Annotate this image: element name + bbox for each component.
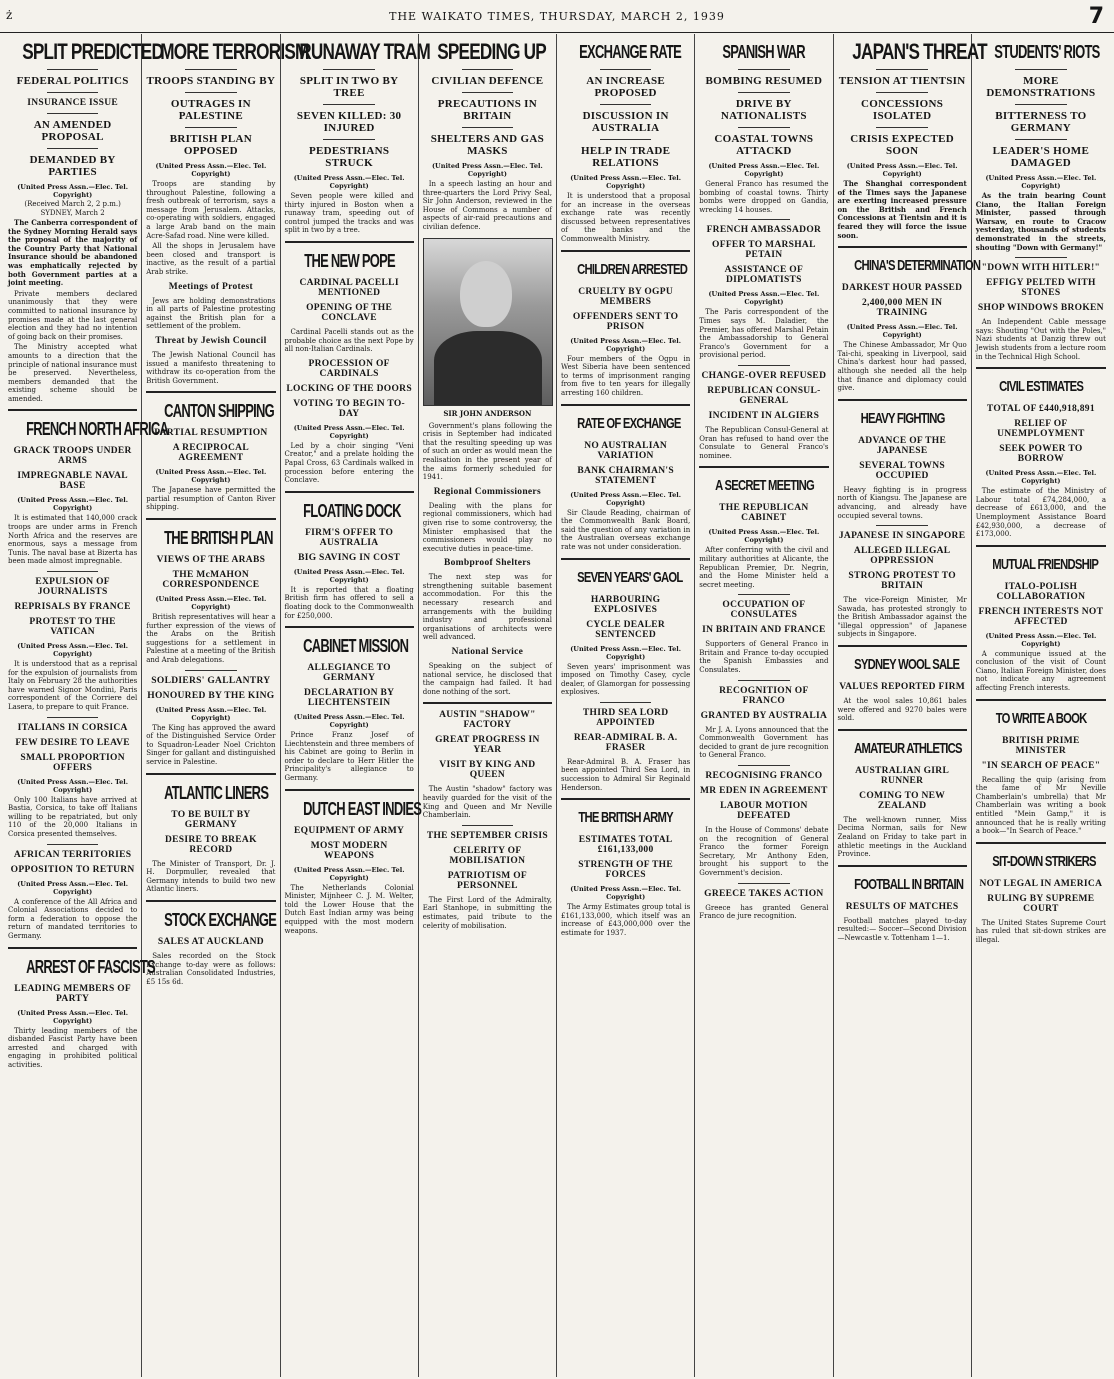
headline: SIT-DOWN STRIKERS — [992, 852, 1096, 870]
article-text: Only 100 Italians have arrived at Bastia, Corsica, to take off Italians willing to be repatriated, but only 110 of the 20,000 Italians in Corsica presented themselves. — [8, 795, 138, 838]
article-text: The Canberra correspondent of the Sydney Morning Herald says the proposal of the majority of the Country Party that National Insurance should be abandoned was emphatically rejected by both Government parties at a joint meeting. — [8, 218, 138, 288]
credit-line: (United Press Assn.—Elec. Tel. Copyright) — [17, 183, 129, 199]
credit-line: (United Press Assn.—Elec. Tel. Copyright) — [570, 174, 682, 190]
subheading: ESTIMATES TOTAL £161,133,000 — [578, 835, 673, 856]
subheading: TROOPS STANDING BY — [146, 75, 276, 87]
subheading: Threat by Jewish Council — [155, 335, 267, 346]
subheading: SPLIT IN TWO BY TREE — [299, 75, 399, 99]
headline: JAPAN'S THREAT — [851, 39, 987, 64]
credit-line: (United Press Assn.—Elec. Tel. Copyright) — [293, 423, 405, 440]
subheading: RECOGNITION OF FRANCO — [719, 685, 809, 706]
article-text: The Japanese have permitted the partial resumption of Canton River shipping. — [146, 486, 276, 512]
article-text: It is understood that as a reprisal for the expulsion of journalists from Italy on February 28 the authorities have warned Signor Mondini, Paris correspondent of the Corriere del Lasera, to prepare to quit France. — [8, 660, 138, 711]
article-text: At the wool sales 10,861 bales were offered and 9270 bales were sold. — [837, 697, 967, 723]
subheading: FRENCH INTERESTS NOT AFFECTED — [978, 606, 1104, 627]
headline: FOOTBALL IN BRITAIN — [853, 875, 963, 893]
article-text: British representatives will hear a further expression of the views of the Arabs on the British suggestions for a settlement in Palestine at a meeting of the British and Arab delegations. — [146, 613, 276, 665]
article-text: The King has approved the award of the Distinguished Service Order to Squadron-Leader Noel Crichton Singer for gallant and distinguished service in Palestine. — [146, 723, 276, 766]
article-text: Recalling the quip (arising from the fame of Mr Neville Chamberlain's umbrella) that Mr Chamberlain was writing a book entitled "Mein Gamp," it is announced that he is really writing a book—"In Search of Peace." — [975, 775, 1106, 836]
credit-line: (United Press Assn.—Elec. Tel. Copyright) — [846, 162, 958, 178]
article-text: The estimate of the Ministry of Labour total £74,284,000, a decrease of £613,000, and the Unemployment Assistance Board £42,930,000, a decrease of £173,000. — [975, 487, 1106, 539]
headline: EXCHANGE RATE — [579, 42, 682, 62]
article-text: The vice-Foreign Minister, Mr Sawada, has protested strongly to the British Ambassador against the "illegal oppression" of Japanese subjects in Singapore. — [837, 596, 967, 639]
subheading: GRACK TROOPS UNDER ARMS — [13, 446, 132, 467]
subheading: AN AMENDED PROPOSAL — [33, 119, 112, 143]
article-text: The Republican Consul-General at Oran has refused to hand over the Consulate to General Franco's nominee. — [699, 425, 829, 460]
headline: CHILDREN ARRESTED — [577, 260, 688, 278]
subheading: TOTAL OF £440,918,891 — [986, 404, 1095, 415]
credit-line: (United Press Assn.—Elec. Tel. Copyright) — [293, 713, 405, 730]
subheading: EQUIPMENT OF ARMY — [294, 825, 405, 836]
subheading: PROCESSION OF CARDINALS — [308, 358, 390, 379]
headline: CIVIL ESTIMATES — [998, 378, 1083, 396]
subheading: LEADER'S HOME DAMAGED — [992, 145, 1090, 169]
credit-line: (United Press Assn.—Elec. Tel. Copyright) — [431, 162, 543, 178]
headline: CANTON SHIPPING — [164, 401, 275, 422]
subheading: Bombproof Shelters — [443, 558, 531, 569]
article-text: Mr J. A. Lyons announced that the Commonwealth Government has decided to grant de jure recognition to General Franco. — [699, 725, 829, 760]
headline: MORE TERRORISM — [160, 39, 309, 64]
credit-line: (United Press Assn.—Elec. Tel. Copyright) — [293, 174, 405, 190]
credit-line: (United Press Assn.—Elec. Tel. Copyright) — [570, 644, 682, 661]
credit-line: (United Press Assn.—Elec. Tel. Copyright) — [708, 290, 820, 307]
subheading: SHOP WINDOWS BROKEN — [977, 303, 1104, 314]
article-text: Prince Franz Josef of Liechtenstein and three members of his Cabinet are going to Berlin in order to declare to Herr Hitler the Principality's allegiance to Germany. — [284, 731, 414, 783]
subheading: FRENCH AMBASSADOR — [706, 225, 822, 236]
credit-line: (United Press Assn.—Elec. Tel. Copyright) — [155, 705, 267, 722]
credit-line: (United Press Assn.—Elec. Tel. Copyright) — [17, 777, 129, 794]
subheading: HONOURED BY THE KING — [147, 690, 275, 701]
subheading: BRITISH PRIME MINISTER — [1002, 735, 1080, 756]
subheading: RULING BY SUPREME COURT — [987, 893, 1095, 914]
subheading: DESIRE TO BREAK RECORD — [164, 834, 257, 855]
article-text: Government's plans following the crisis in September had indicated that the resulting speeding up was of such an order as would mean the realisation in the present year of the aims formerly scheduled for 1941. — [422, 421, 552, 482]
subheading: OFFER TO MARSHAL PETAIN — [712, 240, 816, 261]
headline: ARREST OF FASCISTS — [26, 956, 155, 977]
column-5 — [557, 34, 695, 1377]
article-text: Football matches played to-day resulted:— Soccer—Second Division—Newcastle v. Tottenham 1—1. — [837, 916, 967, 942]
article-text: In the House of Commons' debate on the recognition of General Franco the former Foreign Secretary, Mr Anthony Eden, brought his support to the Government's decision. — [699, 826, 829, 877]
column-2 — [142, 34, 309, 1377]
subheading: DRIVE BY NATIONALISTS — [720, 98, 807, 122]
headline: DUTCH EAST INDIES — [302, 798, 421, 819]
subheading: PRECAUTIONS IN BRITAIN — [437, 98, 537, 122]
subheading: PATRIOTISM OF PERSONNEL — [447, 870, 528, 891]
article-text: The Paris correspondent of the Times says M. Daladier, the Premier, has offered Marshal Petain the Ambassadorship to General Franco's Government for a provisional period. — [699, 308, 829, 360]
subheading: AFRICAN TERRITORIES — [13, 849, 132, 860]
subheading: OPPOSITION TO RETURN — [10, 864, 135, 875]
headline: THE NEW POPE — [303, 250, 395, 271]
column-1 — [4, 34, 169, 1377]
credit-line: (United Press Assn.—Elec. Tel. Copyright) — [708, 528, 820, 545]
article-text: Led by a choir singing "Veni Creator," and a prelate holding the Papal Cross, 63 Cardinals walked in procession before entering the Conclave. — [284, 441, 414, 485]
subheading: GREAT PROGRESS IN YEAR — [435, 735, 540, 756]
subheading: RELIEF OF UNEMPLOYMENT — [997, 419, 1085, 440]
subheading: PROTEST TO THE VATICAN — [29, 617, 116, 638]
credit-line: (United Press Assn.—Elec. Tel. Copyright) — [570, 336, 682, 353]
subheading: HELP IN TRADE RELATIONS — [580, 145, 671, 169]
article-text: Thirty leading members of the disbanded Fascist Party have been arrested and charged with engaging in prohibited political activities. — [8, 1026, 138, 1069]
headline: STUDENTS' RIOTS — [993, 42, 1100, 62]
subheading: IMPREGNABLE NAVAL BASE — [17, 471, 128, 492]
subheading: CYCLE DEALER SENTENCED — [586, 619, 666, 640]
article-text: Private members declared unanimously that they were committed to national insurance by promises made at the last general election and they had no intention of going back on their promises. — [8, 289, 138, 341]
article-text: It is reported that a floating British firm has offered to sell a floating dock to the Commonwealth for £250,000. — [284, 585, 414, 620]
headline: THE BRITISH ARMY — [578, 809, 673, 827]
headline: FLOATING DOCK — [302, 500, 401, 521]
subheading: GREECE TAKES ACTION — [704, 888, 824, 899]
credit-line: (United Press Assn.—Elec. Tel. Copyright) — [570, 885, 682, 902]
subheading: THE McMAHON CORRESPONDENCE — [162, 570, 260, 591]
article-text: All the shops in Jerusalem have been closed and transport is inactive, as the result of a partial Arab strike. — [146, 242, 276, 276]
subheading: DISCUSSION IN AUSTRALIA — [582, 110, 669, 134]
subheading: CRUELTY BY OGPU MEMBERS — [578, 286, 673, 307]
subheading: JAPANESE IN SINGAPORE — [838, 531, 966, 542]
subheading: 2,400,000 MEN IN TRAINING — [861, 298, 943, 319]
subheading: RESULTS OF MATCHES — [845, 901, 959, 912]
headline: TO WRITE A BOOK — [995, 709, 1087, 727]
headline: RUNAWAY TRAM — [298, 39, 430, 64]
received-line: (Received March 2, 2 p.m.) — [24, 200, 121, 208]
article-text: Greece has granted General Franco de jure recognition. — [699, 903, 829, 921]
subheading: SEVEN KILLED: 30 INJURED — [296, 110, 402, 134]
subheading: VOTING TO BEGIN TO-DAY — [293, 398, 405, 419]
article-text: The well-known runner, Miss Decima Norman, sails for New Zealand on Friday to take part in athletic meetings in the Auckland Province. — [837, 815, 967, 859]
headline: SEVEN YEARS' GAOL — [577, 568, 683, 586]
subheading: NOT LEGAL IN AMERICA — [979, 878, 1103, 889]
subheading: DEMANDED BY PARTIES — [29, 154, 116, 178]
subheading: FEW DESIRE TO LEAVE — [15, 737, 130, 748]
headline: FRENCH NORTH AFRICA — [26, 419, 169, 440]
article-text: Rear-Admiral B. A. Fraser has been appointed Third Sea Lord, in succession to Admiral Sir Reginald Henderson. — [561, 757, 691, 792]
article-text: The Army Estimates group total is £161,133,000, which itself was an increase of £43,000,000 over the estimate for 1937. — [561, 903, 691, 938]
subheading: MOST MODERN WEAPONS — [310, 840, 388, 861]
article-text: A communique issued at the conclusion of the visit of Count Ciano, Italian Foreign Minister, does not indicate any agreement affecting French interests. — [975, 649, 1106, 693]
subheading: LOCKING OF THE DOORS — [286, 383, 412, 394]
subheading: CELERITY OF MOBILISATION — [449, 845, 526, 866]
subheading: OPENING OF THE CONCLAVE — [306, 302, 393, 323]
column-7 — [834, 34, 987, 1377]
subheading: ALLEGED ILLEGAL OPPRESSION — [853, 546, 951, 567]
credit-line: (United Press Assn.—Elec. Tel. Copyright) — [155, 595, 267, 612]
subheading: TENSION AT TIENTSIN — [838, 75, 966, 87]
subheading: CRISIS EXPECTED SOON — [850, 133, 955, 157]
article-text: Four members of the Ogpu in West Siberia have been sentenced to terms of imprisonment ranging from five to ten years for illegally arresting 160 children. — [561, 354, 691, 397]
article-text: Sales recorded on the Stock Exchange to-day were as follows: Australian Consolidated Industries, £5 15s 6d. — [146, 951, 276, 986]
credit-line: (United Press Assn.—Elec. Tel. Copyright) — [985, 174, 1097, 190]
headline: MUTUAL FRIENDSHIP — [992, 555, 1098, 573]
headline: CHINA'S DETERMINATION — [853, 257, 980, 275]
margin-mark: ż — [6, 8, 13, 22]
headline: STOCK EXCHANGE — [164, 909, 277, 930]
article-text: After conferring with the civil and military authorities at Alicante, the Republican Premier, Dr. Negrin, and the Home Minister held a secret meeting. — [699, 546, 829, 589]
subheading: CIVILIAN DEFENCE — [431, 75, 544, 87]
subheading: OCCUPATION OF CONSULATES — [722, 600, 806, 621]
credit-line: (United Press Assn.—Elec. Tel. Copyright) — [17, 1008, 129, 1025]
article-text: Jews are holding demonstrations in all parts of Palestine protesting against the British plan for a settlement of the problem. — [146, 296, 276, 331]
subheading: COMING TO NEW ZEALAND — [859, 790, 946, 811]
headline: A SECRET MEETING — [715, 477, 815, 495]
subheading: DARKEST HOUR PASSED — [841, 283, 963, 294]
subheading: Regional Commissioners — [433, 486, 541, 497]
credit-line: (United Press Assn.—Elec. Tel. Copyright) — [708, 162, 820, 178]
subheading: BIG SAVING IN COST — [298, 552, 401, 563]
subheading: "DOWN WITH HITLER!" — [981, 263, 1101, 274]
headline: SPLIT PREDICTED — [22, 39, 164, 64]
headline: RATE OF EXCHANGE — [577, 414, 681, 432]
subheading: EFFIGY PELTED WITH STONES — [986, 278, 1096, 299]
article-text: The Jewish National Council has issued a manifesto threatening to withdraw its co-operation from the British Government. — [146, 350, 276, 385]
subheading: IN BRITAIN AND FRANCE — [702, 625, 826, 636]
article-text: General Franco has resumed the bombing of coastal towns. Thirty bombs were dropped on Gandia, wrecking 14 houses. — [699, 180, 829, 214]
subheading: RECOGNISING FRANCO — [705, 771, 823, 782]
page-number: 7 — [1088, 4, 1104, 29]
article-text: The Chinese Ambassador, Mr Quo Tai-chi, speaking in Liverpool, said China's darkest hour had passed, although she needed all the help that finance and diplomacy could give. — [837, 341, 967, 393]
subheading: OFFENDERS SENT TO PRISON — [572, 311, 679, 332]
article-text: The United States Supreme Court has ruled that sit-down strikes are illegal. — [975, 918, 1106, 944]
subheading: COASTAL TOWNS ATTACKD — [714, 133, 814, 157]
subheading: REPUBLICAN CONSUL-GENERAL — [707, 385, 821, 406]
subheading: VALUES REPORTED FIRM — [839, 682, 966, 693]
subheading: LEADING MEMBERS OF PARTY — [14, 983, 132, 1004]
credit-line: (United Press Assn.—Elec. Tel. Copyright) — [155, 162, 267, 178]
article-text: Troops are standing by throughout Palestine, following a fresh outbreak of terrorism, says a message from Jerusalem. Attacks, co-operating with soldiers, engaged a large Arab band on the main Acre-Safad road. Nine were killed. — [146, 180, 276, 240]
masthead — [0, 0, 1114, 33]
headline: SPEEDING UP — [436, 39, 546, 64]
subheading: STRENGTH OF THE FORCES — [578, 860, 674, 881]
article-text: The Ministry accepted what amounts to a direction that the principle of national insurance must be preserved. Nevertheless, members demanded that the existing scheme should be amended. — [8, 343, 138, 403]
subheading: SALES AT AUCKLAND — [157, 936, 264, 947]
subheading: REPRISALS BY FRANCE — [14, 602, 131, 613]
article-text: A conference of the All Africa and Colonial Associations decided to form a federation to oppose the return of mandated territories to Germany. — [8, 897, 138, 940]
subheading: HARBOURING EXPLOSIVES — [590, 594, 661, 615]
subheading: ITALO-POLISH COLLABORATION — [996, 581, 1086, 602]
subheading: ADVANCE OF THE JAPANESE — [858, 435, 947, 456]
subheading: PEDESTRIANS STRUCK — [308, 145, 390, 169]
subheading: CHANGE-OVER REFUSED — [701, 370, 827, 381]
article-text: An Independent Cable message says: Shouting "Out with the Poles," Nazi students at Danzig threw out Jewish students from a lecture room in the Technical High School. — [975, 318, 1106, 361]
article-text: The Shanghai correspondent of the Times says the Japanese are exerting increased pressure on the British and French Concessions at Tientsin and it is feared they will force the issue soon. — [837, 179, 967, 240]
credit-line: (United Press Assn.—Elec. Tel. Copyright) — [155, 468, 267, 485]
subheading: INCIDENT IN ALGIERS — [708, 410, 820, 421]
subheading: SMALL PROPORTION OFFERS — [20, 752, 125, 773]
subheading: AN INCREASE PROPOSED — [586, 75, 666, 99]
subheading: THE SEPTEMBER CRISIS — [426, 830, 548, 841]
subheading: THE REPUBLICAN CABINET — [719, 503, 809, 524]
column-3 — [281, 34, 430, 1377]
article-text: Sir Claude Reading, chairman of the Commonwealth Bank Board, said the question of any variation in the Australian overseas exchange rate was not under consideration. — [561, 508, 691, 551]
subheading: VISIT BY KING AND QUEEN — [439, 760, 536, 781]
subheading: LABOUR MOTION DEFEATED — [720, 801, 808, 822]
subheading: BITTERNESS TO GERMANY — [995, 110, 1087, 134]
subheading: GRANTED BY AUSTRALIA — [700, 710, 828, 721]
credit-line: (United Press Assn.—Elec. Tel. Copyright) — [293, 865, 405, 882]
subheading: THIRD SEA LORD APPOINTED — [582, 707, 669, 728]
subheading: A RECIPROCAL AGREEMENT — [172, 443, 249, 464]
subheading: AUSTRALIAN GIRL RUNNER — [855, 765, 950, 786]
article-text: In a speech lasting an hour and three-quarters the Lord Privy Seal, Sir John Anderson, reviewed in the House of Commons a number of aspects of air-raid precautions and civilian defence. — [422, 180, 552, 231]
credit-line: (United Press Assn.—Elec. Tel. Copyright) — [985, 469, 1097, 486]
subheading: SHELTERS AND GAS MASKS — [430, 133, 544, 157]
subheading: "IN SEARCH OF PEACE" — [981, 760, 1101, 771]
subheading: SEVERAL TOWNS OCCUPIED — [859, 460, 945, 481]
article-text: Seven people were killed and thirty injured in Boston when a runaway tram, speeding out of control jumped the tracks and was split in two by a tree. — [284, 192, 414, 235]
subheading: FEDERAL POLITICS — [16, 75, 129, 87]
portrait-photo — [423, 238, 553, 406]
article-text: Dealing with the plans for regional commissioners, which had given rise to some controversy, the Minister emphasised that the commissioners would play no executive duties in peace-time. — [422, 501, 552, 553]
article-text: Speaking on the subject of national service, he disclosed that the campaign had failed. It had done nothing of the sort. — [422, 662, 552, 696]
newspaper-title: THE WAIKATO TIMES, THURSDAY, MARCH 2, 1939 — [389, 10, 725, 23]
subheading: FIRM'S OFFER TO AUSTRALIA — [305, 527, 394, 548]
article-text: It is understood that a proposal for an increase in the overseas exchange rate was recently discussed between representatives of the banks and the Commonwealth Ministry. — [561, 192, 691, 243]
subheading: MORE DEMONSTRATIONS — [986, 75, 1096, 99]
subheading: BRITISH PLAN OPPOSED — [169, 133, 252, 157]
headline: SYDNEY WOOL SALE — [853, 656, 959, 674]
credit-line: (United Press Assn.—Elec. Tel. Copyright) — [17, 496, 129, 513]
subheading: MR EDEN IN AGREEMENT — [700, 786, 828, 797]
credit-line: (United Press Assn.—Elec. Tel. Copyright) — [293, 567, 405, 584]
article-text: Cardinal Pacelli stands out as the probable choice as the next Pope by all non-Italian Cardinals. — [284, 327, 414, 354]
column-6 — [695, 34, 833, 1377]
photo-caption: SIR JOHN ANDERSON — [443, 408, 532, 418]
article-text: The next step was for strengthening suitable basement accommodation. For this the necessary research and arrangements with the building industry and professional organisations of architects were well advanced. — [422, 573, 552, 642]
subheading: EXPULSION OF JOURNALISTS — [35, 577, 110, 598]
article-text: The Minister of Transport, Dr. J. H. Dorpmuller, revealed that Germany intends to build two new Atlantic liners. — [146, 859, 276, 894]
column-8 — [972, 34, 1110, 1377]
subheading: Meetings of Protest — [168, 281, 253, 292]
subheading: STRONG PROTEST TO BRITAIN — [848, 571, 956, 592]
headline: ATLANTIC LINERS — [164, 782, 269, 803]
subheading: SEEK POWER TO BORROW — [999, 444, 1083, 465]
subheading: ALLEGIANCE TO GERMANY — [307, 663, 391, 684]
headline: CABINET MISSION — [302, 636, 408, 657]
subheading: AUSTIN "SHADOW" FACTORY — [439, 710, 536, 731]
credit-line: (United Press Assn.—Elec. Tel. Copyright) — [570, 490, 682, 507]
credit-line: (United Press Assn.—Elec. Tel. Copyright) — [846, 323, 958, 340]
credit-line: (United Press Assn.—Elec. Tel. Copyright) — [17, 879, 129, 896]
subheading: DECLARATION BY LIECHTENSTEIN — [303, 688, 395, 709]
article-text: The Austin "shadow" factory was heavily guarded for the visit of the King and Queen and Mr Neville Chamberlain. — [422, 785, 552, 820]
headline: AMATEUR ATHLETICS — [853, 739, 962, 757]
subheading: NO AUSTRALIAN VARIATION — [584, 440, 668, 461]
subheading: TO BE BUILT BY GERMANY — [171, 809, 251, 830]
subheading: ITALIANS IN CORSICA — [17, 722, 128, 733]
subheading: SOLDIERS' GALLANTRY — [151, 675, 271, 686]
subheading: INSURANCE ISSUE — [27, 98, 119, 108]
credit-line: (United Press Assn.—Elec. Tel. Copyright) — [17, 642, 129, 659]
subheading: BOMBING RESUMED — [705, 75, 823, 87]
news-columns — [4, 34, 1110, 1377]
subheading: CARDINAL PACELLI MENTIONED — [299, 277, 399, 298]
subheading: National Service — [451, 647, 524, 658]
article-text: As the train bearing Count Ciano, the Italian Foreign Minister, passed through Warsaw, en route to Cracow yesterday, thousands of students demonstrated in the streets, shouting "Down with Germany!" — [975, 191, 1106, 252]
subheading: CONCESSIONS ISOLATED — [861, 98, 944, 122]
headline: THE BRITISH PLAN — [164, 528, 274, 549]
subheading: OUTRAGES IN PALESTINE — [170, 98, 251, 122]
subheading: BANK CHAIRMAN'S STATEMENT — [577, 465, 674, 486]
article-text: The First Lord of the Admiralty, Earl Stanhope, in submitting the estimates, paid tribute to the celerity of mobilisation. — [422, 895, 552, 930]
article-text: Supporters of General Franco in Britain and France to-day occupied the Spanish Embassies and Consulates. — [699, 640, 829, 675]
article-text: Heavy fighting is in progress north of Kiangsu. The Japanese are advancing, and already have occupied several towns. — [837, 485, 967, 520]
article-text: Seven years' imprisonment was imposed on Timothy Casey, cycle dealer, of Glamorgan for possessing explosives. — [561, 662, 691, 697]
dateline: SYDNEY, March 2 — [40, 209, 105, 217]
subheading: REAR-ADMIRAL B. A. FRASER — [573, 732, 678, 753]
column-4 — [419, 34, 557, 1377]
article-text: The Netherlands Colonial Minister, Mijnheer C. J. M. Welter, told the Lower House that the Dutch East Indian army was being equipped with the most modern weapons. — [284, 883, 414, 935]
subheading: PARTIAL RESUMPTION — [154, 428, 268, 439]
credit-line: (United Press Assn.—Elec. Tel. Copyright) — [985, 631, 1097, 648]
headline: SPANISH WAR — [722, 42, 806, 62]
subheading: VIEWS OF THE ARABS — [156, 555, 266, 566]
headline: HEAVY FIGHTING — [860, 409, 945, 427]
subheading: ASSISTANCE OF DIPLOMATISTS — [724, 265, 804, 286]
article-text: It is estimated that 140,000 crack troops are under arms in French North Africa and the reserves are enormous, says a message from Tunis. The naval base at Bizerta has been made almost impregnable. — [8, 514, 138, 566]
